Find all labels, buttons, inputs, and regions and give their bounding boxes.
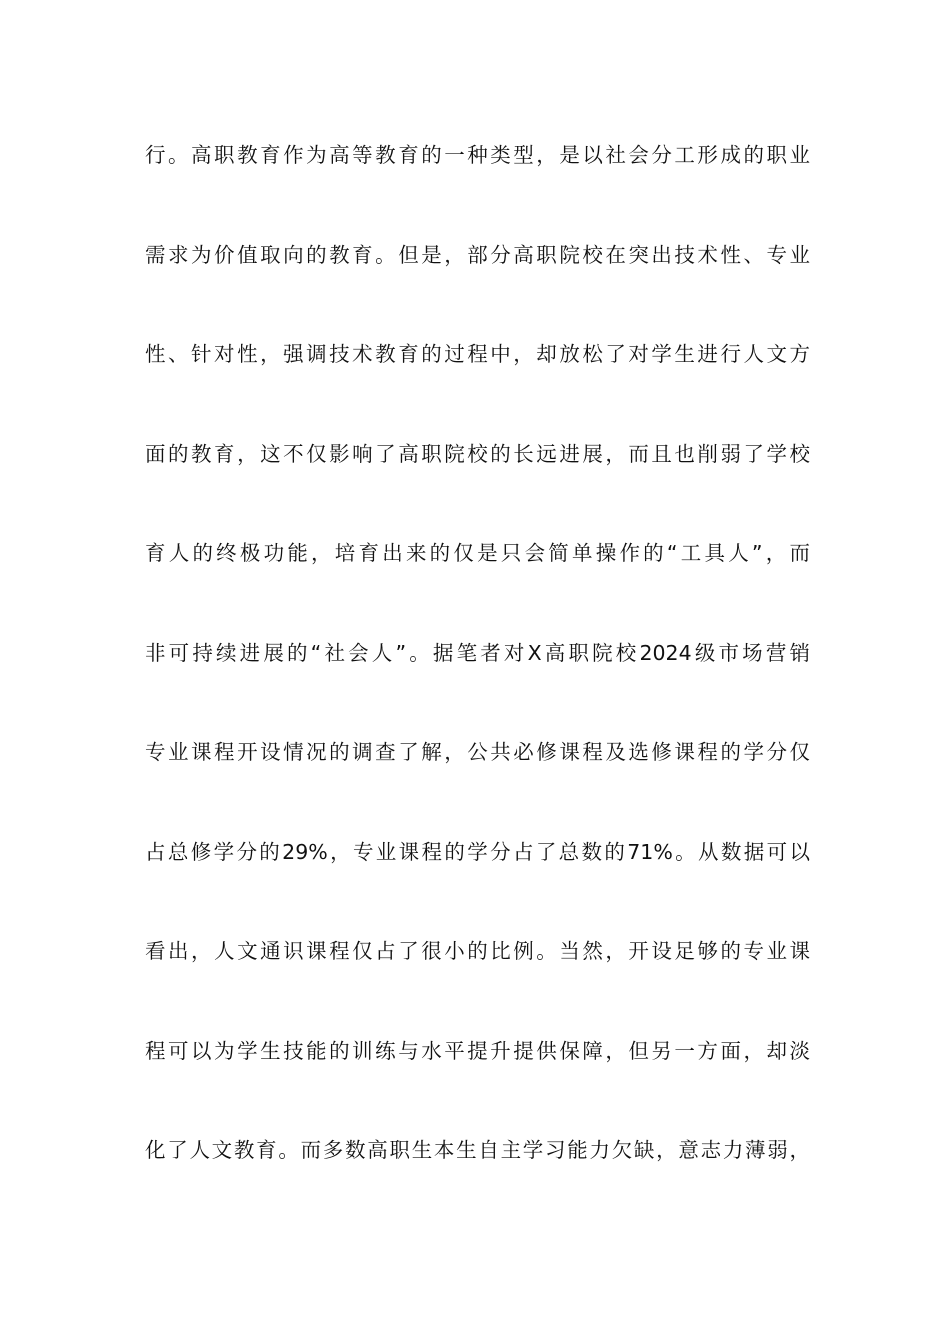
text-line: 面的教育，这不仅影响了高职院校的长远进展，而且也削弱了学校 (145, 441, 810, 466)
text-line: 专业课程开设情况的调查了解，公共必修课程及选修课程的学分仅 (145, 740, 810, 764)
text-line: 看出，人文通识课程仅占了很小的比例。当然，开设足够的专业课 (145, 939, 810, 963)
body-paragraph (145, 131, 810, 1226)
text-line: 行。高职教育作为高等教育的一种类型，是以社会分工形成的职业 (145, 143, 810, 167)
text-line: 性、针对性，强调技术教育的过程中，却放松了对学生进行人文方 (145, 342, 810, 366)
text-line: 化了人文教育。而多数高职生本生自主学习能力欠缺，意志力薄弱， (145, 1138, 810, 1162)
text-line: 育人的终极功能，培育出来的仅是只会简单操作的“工具人”，而 (145, 541, 810, 565)
text-line: 占总修学分的29%，专业课程的学分占了总数的71%。从数据可以 (145, 839, 810, 864)
text-line: 程可以为学生技能的训练与水平提升提供保障，但另一方面，却淡 (145, 1038, 810, 1063)
text-line: 非可持续进展的“社会人”。据笔者对X高职院校2024级市场营销 (145, 640, 810, 665)
text-line: 需求为价值取向的教育。但是，部分高职院校在突出技术性、专业 (145, 242, 810, 267)
